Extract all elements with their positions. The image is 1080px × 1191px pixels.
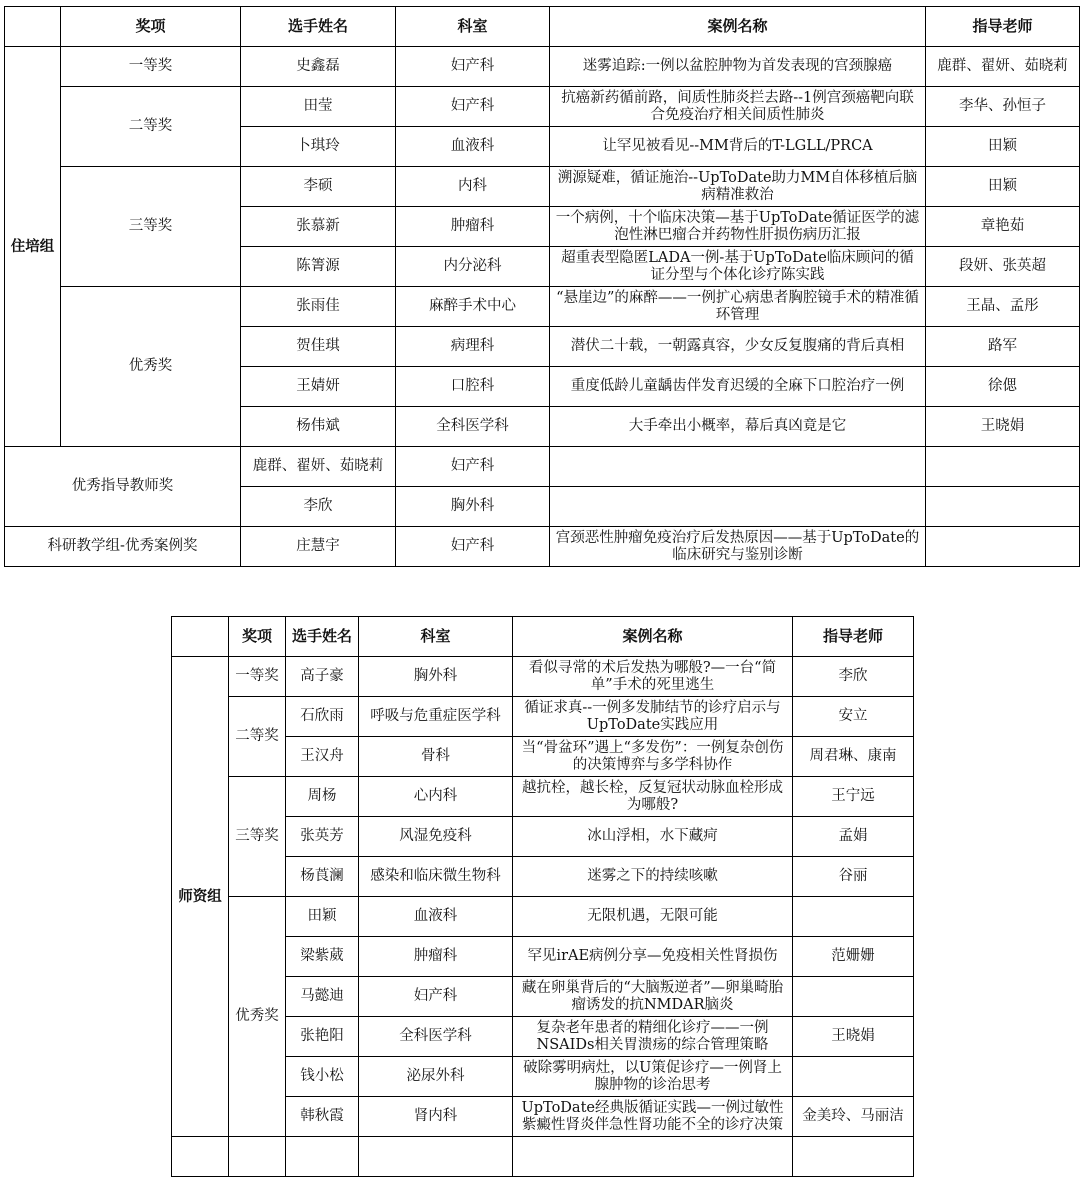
name-cell: 杨伟斌 (241, 407, 396, 447)
table-row (5, 527, 1080, 567)
case-cell: 当“骨盆环”遇上“多发伤”：一例复杂创伤的决策博弈与多学科协作 (513, 737, 793, 777)
header-award: 奖项 (61, 7, 241, 47)
dept-cell: 骨科 (359, 737, 513, 777)
case-cell: 复杂老年患者的精细化诊疗——一例NSAIDs相关胃溃疡的综合管理策略 (513, 1017, 793, 1057)
teacher-cell: 王晓娟 (793, 1017, 914, 1057)
case-cell: 溯源疑难，循证施治--UpToDate助力MM自体移植后脑病精准救治 (550, 167, 926, 207)
table-row (172, 697, 914, 737)
empty-cell (286, 1137, 359, 1177)
residency-awards-table (4, 6, 1080, 567)
header-row (5, 7, 1080, 47)
dept-cell: 胸外科 (359, 657, 513, 697)
case-cell: 重度低龄儿童龋齿伴发育迟缓的全麻下口腔治疗一例 (550, 367, 926, 407)
case-cell: 看似寻常的术后发热为哪般?—一台“简单”手术的死里逃生 (513, 657, 793, 697)
header-row (172, 617, 914, 657)
teacher-cell: 李华、孙恒子 (926, 87, 1080, 127)
award-cell: 三等奖 (229, 777, 286, 897)
dept-cell: 全科医学科 (359, 1017, 513, 1057)
dept-cell: 妇产科 (396, 47, 550, 87)
case-cell: “悬崖边”的麻醉——一例扩心病患者胸腔镜手术的精准循环管理 (550, 287, 926, 327)
name-cell: 史鑫磊 (241, 47, 396, 87)
name-cell: 张艳阳 (286, 1017, 359, 1057)
teacher-cell: 王晓娟 (926, 407, 1080, 447)
dept-cell: 肿瘤科 (396, 207, 550, 247)
case-cell: 大手牵出小概率，幕后真凶竟是它 (550, 407, 926, 447)
dept-cell: 风湿免疫科 (359, 817, 513, 857)
teacher-cell: 谷丽 (793, 857, 914, 897)
case-cell: 超重表型隐匿LADA一例-基于UpToDate临床顾问的循证分型与个体化诊疗陈实践 (550, 247, 926, 287)
teacher-cell (926, 447, 1080, 487)
table-row (5, 447, 1080, 487)
name-cell: 张雨佳 (241, 287, 396, 327)
teacher-cell (926, 487, 1080, 527)
dept-cell: 妇产科 (396, 447, 550, 487)
teacher-cell: 徐偲 (926, 367, 1080, 407)
dept-cell: 内科 (396, 167, 550, 207)
dept-cell: 胸外科 (396, 487, 550, 527)
name-cell: 李硕 (241, 167, 396, 207)
teacher-cell: 周君琳、康南 (793, 737, 914, 777)
dept-cell: 内分泌科 (396, 247, 550, 287)
teacher-award-label: 优秀指导教师奖 (5, 447, 241, 527)
dept-cell: 口腔科 (396, 367, 550, 407)
dept-cell: 感染和临床微生物科 (359, 857, 513, 897)
name-cell: 庄慧宇 (241, 527, 396, 567)
case-cell: 藏在卵巢背后的“大脑叛逆者”—卵巢畸胎瘤诱发的抗NMDAR脑炎 (513, 977, 793, 1017)
research-award-label: 科研教学组-优秀案例奖 (5, 527, 241, 567)
award-cell: 一等奖 (229, 657, 286, 697)
name-cell: 田莹 (241, 87, 396, 127)
group-label: 住培组 (5, 47, 61, 447)
case-cell: 迷雾追踪:一例以盆腔肿物为首发表现的宫颈腺癌 (550, 47, 926, 87)
teacher-cell: 鹿群、翟妍、茹晓莉 (926, 47, 1080, 87)
dept-cell: 妇产科 (396, 87, 550, 127)
dept-cell: 病理科 (396, 327, 550, 367)
empty-cell (359, 1137, 513, 1177)
group-label: 师资组 (172, 657, 229, 1137)
dept-cell: 血液科 (396, 127, 550, 167)
teacher-cell: 段妍、张英超 (926, 247, 1080, 287)
empty-cell (793, 1137, 914, 1177)
header-case: 案例名称 (550, 7, 926, 47)
empty-cell (172, 1137, 229, 1177)
table-row (5, 167, 1080, 207)
table-row (5, 47, 1080, 87)
teacher-cell (926, 527, 1080, 567)
dept-cell: 肿瘤科 (359, 937, 513, 977)
award-cell: 优秀奖 (61, 287, 241, 447)
name-cell: 周杨 (286, 777, 359, 817)
name-cell: 李欣 (241, 487, 396, 527)
award-cell: 二等奖 (229, 697, 286, 777)
header-name: 选手姓名 (241, 7, 396, 47)
award-cell: 二等奖 (61, 87, 241, 167)
case-cell: UpToDate经典版循证实践—一例过敏性紫癜性肾炎伴急性肾功能不全的诊疗决策 (513, 1097, 793, 1137)
teacher-cell (793, 1057, 914, 1097)
table-row (172, 657, 914, 697)
case-cell: 循证求真--一例多发肺结节的诊疗启示与UpToDate实践应用 (513, 697, 793, 737)
award-cell: 三等奖 (61, 167, 241, 287)
teacher-cell: 金美玲、马丽洁 (793, 1097, 914, 1137)
name-cell: 田颖 (286, 897, 359, 937)
case-cell: 无限机遇，无限可能 (513, 897, 793, 937)
case-cell (550, 487, 926, 527)
name-cell: 石欣雨 (286, 697, 359, 737)
name-cell: 陈箐源 (241, 247, 396, 287)
teacher-cell: 孟娟 (793, 817, 914, 857)
case-cell: 让罕见被看见--MM背后的T-LGLL/PRCA (550, 127, 926, 167)
teacher-cell: 李欣 (793, 657, 914, 697)
case-cell: 抗癌新药循前路，间质性肺炎拦去路--1例宫颈癌靶向联合免疫治疗相关间质性肺炎 (550, 87, 926, 127)
teacher-cell: 安立 (793, 697, 914, 737)
table-row (5, 287, 1080, 327)
name-cell: 杨莨澜 (286, 857, 359, 897)
table-row (5, 87, 1080, 127)
case-cell (550, 447, 926, 487)
header-teacher: 指导老师 (793, 617, 914, 657)
teacher-cell: 范姗姗 (793, 937, 914, 977)
teacher-cell (793, 977, 914, 1017)
case-cell: 一个病例，十个临床决策—基于UpToDate循证医学的滤泡性淋巴瘤合并药物性肝损伤病历汇报 (550, 207, 926, 247)
case-cell: 破除雾明病灶，以U策促诊疗—一例肾上腺肿物的诊治思考 (513, 1057, 793, 1097)
award-cell: 一等奖 (61, 47, 241, 87)
case-cell: 宫颈恶性肿瘤免疫治疗后发热原因——基于UpToDate的临床研究与鉴别诊断 (550, 527, 926, 567)
dept-cell: 全科医学科 (396, 407, 550, 447)
case-cell: 潜伏二十载，一朝露真容，少女反复腹痛的背后真相 (550, 327, 926, 367)
case-cell: 冰山浮相，水下藏疴 (513, 817, 793, 857)
empty-cell (513, 1137, 793, 1177)
empty-cell (229, 1137, 286, 1177)
dept-cell: 血液科 (359, 897, 513, 937)
table-row (172, 777, 914, 817)
dept-cell: 肾内科 (359, 1097, 513, 1137)
award-cell: 优秀奖 (229, 897, 286, 1137)
teacher-cell: 章艳茹 (926, 207, 1080, 247)
dept-cell: 妇产科 (359, 977, 513, 1017)
dept-cell: 呼吸与危重症医学科 (359, 697, 513, 737)
name-cell: 高子豪 (286, 657, 359, 697)
dept-cell: 泌尿外科 (359, 1057, 513, 1097)
teacher-cell: 田颖 (926, 167, 1080, 207)
case-cell: 迷雾之下的持续咳嗽 (513, 857, 793, 897)
name-cell: 钱小松 (286, 1057, 359, 1097)
name-cell: 贺佳琪 (241, 327, 396, 367)
name-cell: 韩秋霞 (286, 1097, 359, 1137)
header-teacher: 指导老师 (926, 7, 1080, 47)
name-cell: 马懿迪 (286, 977, 359, 1017)
dept-cell: 心内科 (359, 777, 513, 817)
case-cell: 罕见irAE病例分享—免疫相关性肾损伤 (513, 937, 793, 977)
header-blank (172, 617, 229, 657)
header-name: 选手姓名 (286, 617, 359, 657)
name-cell: 王婧妍 (241, 367, 396, 407)
name-cell: 王汉舟 (286, 737, 359, 777)
dept-cell: 麻醉手术中心 (396, 287, 550, 327)
dept-cell: 妇产科 (396, 527, 550, 567)
header-case: 案例名称 (513, 617, 793, 657)
teacher-cell: 王宁远 (793, 777, 914, 817)
teacher-cell: 田颖 (926, 127, 1080, 167)
teacher-cell (793, 897, 914, 937)
header-blank (5, 7, 61, 47)
name-cell: 梁紫葳 (286, 937, 359, 977)
teacher-cell: 路军 (926, 327, 1080, 367)
header-dept: 科室 (396, 7, 550, 47)
header-award: 奖项 (229, 617, 286, 657)
name-cell: 张慕新 (241, 207, 396, 247)
teacher-cell: 王晶、孟彤 (926, 287, 1080, 327)
faculty-awards-table (171, 616, 914, 1177)
case-cell: 越抗栓，越长栓，反复冠状动脉血栓形成为哪般? (513, 777, 793, 817)
table-row (172, 897, 914, 937)
name-cell: 张英芳 (286, 817, 359, 857)
empty-row (172, 1137, 914, 1177)
name-cell: 卜琪玲 (241, 127, 396, 167)
header-dept: 科室 (359, 617, 513, 657)
name-cell: 鹿群、翟妍、茹晓莉 (241, 447, 396, 487)
